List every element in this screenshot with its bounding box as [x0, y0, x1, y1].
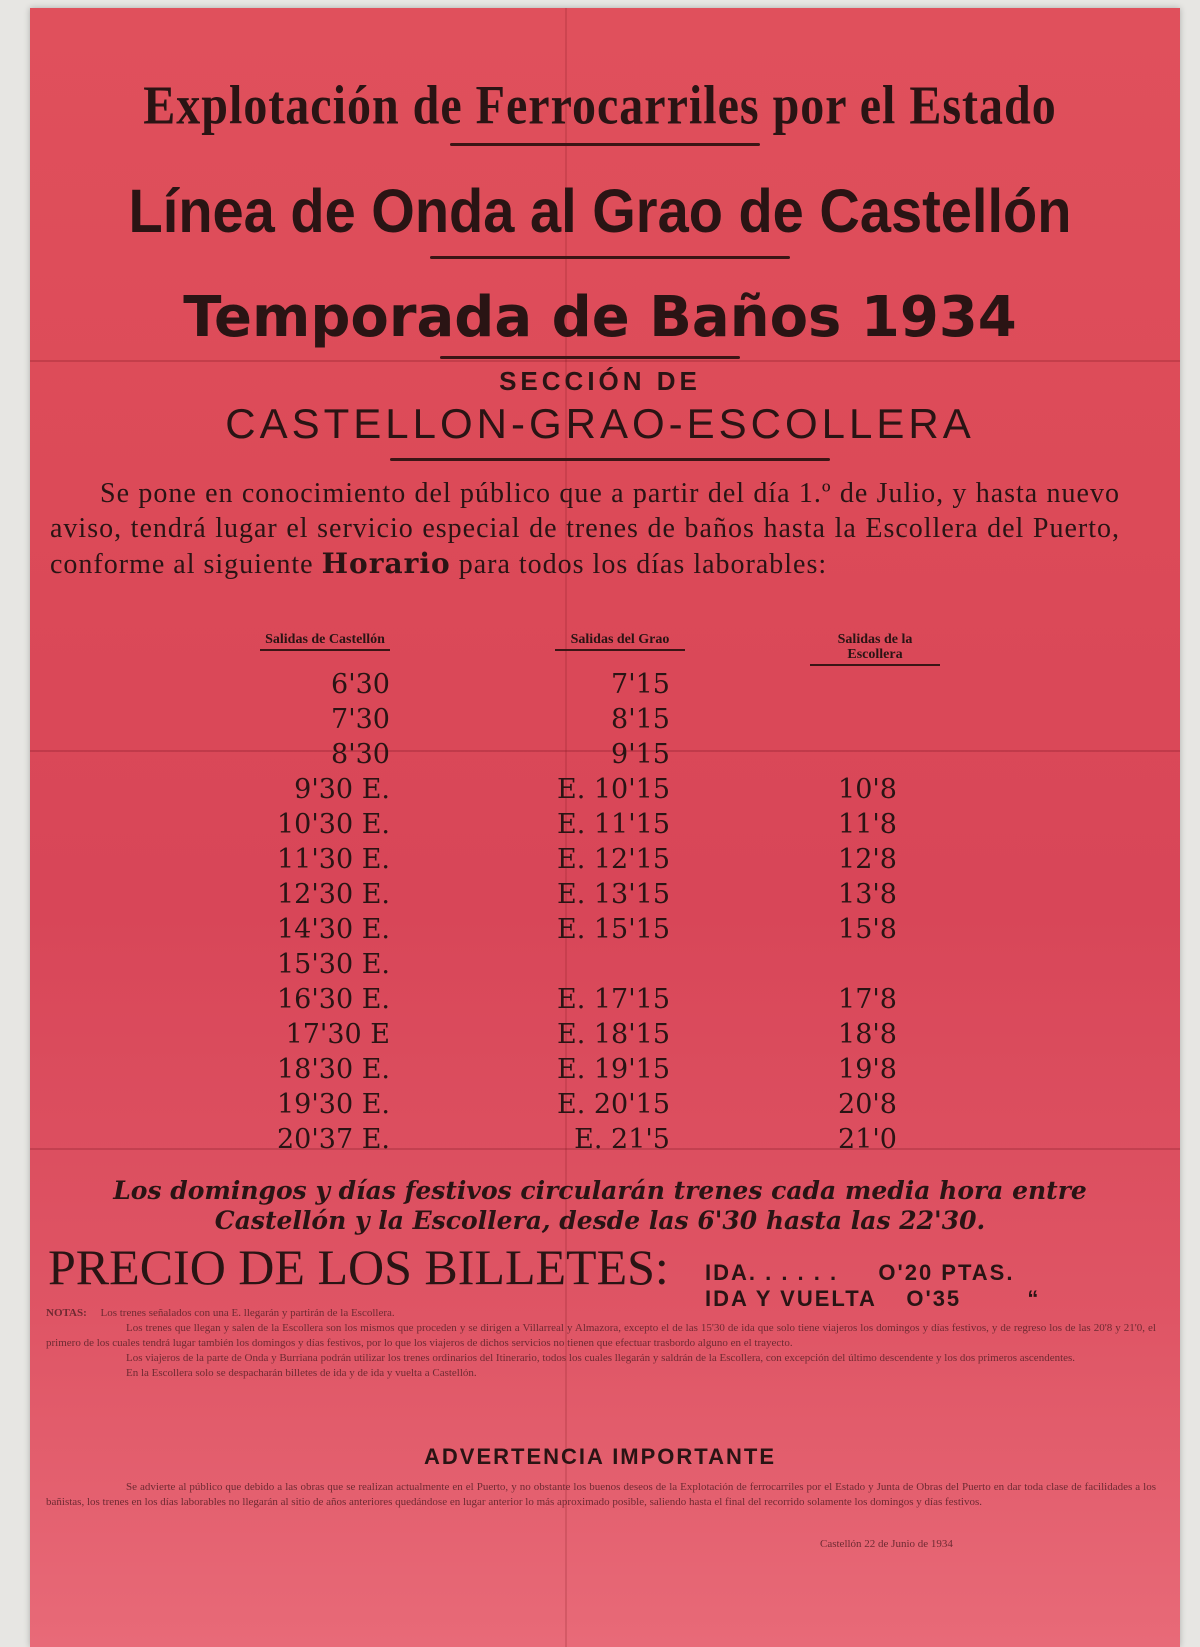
time-castellon: 7'30	[331, 704, 390, 735]
time-escollera: 12'8	[838, 844, 897, 875]
time-grao: E. 11'15	[556, 809, 670, 840]
time-escollera: 18'8	[838, 1019, 897, 1050]
time-castellon: 18'30 E.	[276, 1054, 390, 1085]
time-castellon: 11'30 E.	[276, 844, 390, 875]
time-grao: 8'15	[611, 704, 670, 735]
divider	[430, 256, 790, 259]
section-name: CASTELLON-GRAO-ESCOLLERA	[225, 400, 975, 447]
time-grao: E. 19'15	[556, 1054, 670, 1085]
intro-text: Se pone en conocimiento del público que a partir del día 1.º de Julio, y hasta nuevo aviso, tendrá lugar el servicio especial de trenes de baños hasta la Escollera del Puerto, conforme al siguiente	[50, 478, 1120, 580]
price-vuelta-value: O'35	[906, 1286, 962, 1311]
price-ida	[705, 1260, 1014, 1286]
signature: Castellón 22 de Junio de 1934	[820, 1538, 953, 1550]
notes-label: NOTAS:	[46, 1307, 87, 1319]
price-vuelta-label: IDA Y VUELTA	[705, 1286, 877, 1311]
price-vuelta-unit: “	[1027, 1286, 1041, 1311]
time-castellon: 14'30 E.	[276, 914, 390, 945]
notes	[46, 1306, 1156, 1381]
time-castellon: 9'30 E.	[294, 774, 390, 805]
time-escollera: 21'0	[838, 1124, 897, 1155]
time-escollera: 20'8	[838, 1089, 897, 1120]
time-escollera: 11'8	[838, 809, 897, 840]
divider	[450, 143, 760, 146]
note-item: Los trenes señalados con una E. llegarán y partirán de la Escollera.	[100, 1307, 395, 1319]
time-grao: E. 12'15	[556, 844, 670, 875]
column-header-escollera: Salidas de la Escollera	[810, 632, 940, 666]
price-label: PRECIO DE LOS BILLETES:	[48, 1239, 669, 1295]
title-line-1: Explotación de Ferrocarriles por el Estado	[143, 75, 1057, 136]
time-grao: E. 21'5	[574, 1124, 670, 1155]
note-item: Los viajeros de la parte de Onda y Burriana podrán utilizar los trenes ordinarios del Itinerario, todos los cuales llegarán y saldrán de la Escollera, con excepción del último descendente y los dos primeros ascendentes.	[126, 1352, 1076, 1364]
time-grao: E. 20'15	[556, 1089, 670, 1120]
time-castellon: 12'30 E.	[276, 879, 390, 910]
title-line-3: Temporada de Baños 1934	[183, 285, 1017, 350]
divider	[390, 458, 830, 461]
time-castellon: 10'30 E.	[276, 809, 390, 840]
warning-title: ADVERTENCIA IMPORTANTE	[424, 1444, 776, 1469]
note-item: En la Escollera solo se despacharán billetes de ida y de ida y vuelta a Castellón.	[126, 1367, 477, 1379]
time-grao: E. 15'15	[556, 914, 670, 945]
time-castellon: 19'30 E.	[276, 1089, 390, 1120]
time-castellon: 20'37 E.	[276, 1124, 390, 1155]
warning-text: Se advierte al público que debido a las obras que se realizan actualmente en el Puerto, y no obstante los buenos deseos de la Explotación de ferrocarriles por el Estado y Junta de Obras del Puerto en dar toda clase de facilidades a los bañistas, los trenes en los días laborables no llegarán al sitio de años anteriores quedándose en lugar anterior lo más aproximado posible, saliendo hasta el final del recorrido solamente los domingos y días festivos.	[46, 1481, 1156, 1508]
sunday-service-note: Los domingos y días festivos circularán trenes cada media hora entre Castellón y la Escollera, desde las 6'30 hasta las 22'30.	[113, 1176, 1087, 1235]
time-escollera: 19'8	[838, 1054, 897, 1085]
price-ida-label: IDA. . . . . .	[705, 1260, 839, 1285]
section-label: SECCIÓN DE	[499, 366, 701, 396]
time-escollera: 17'8	[838, 984, 897, 1015]
time-castellon: 15'30 E.	[276, 949, 390, 980]
time-grao: E. 13'15	[556, 879, 670, 910]
time-grao: 9'15	[611, 739, 670, 770]
time-escollera: 13'8	[838, 879, 897, 910]
fold-line	[30, 360, 1180, 362]
time-escollera: 10'8	[838, 774, 897, 805]
time-castellon: 17'30 E	[285, 1019, 390, 1050]
column-header-castellon: Salidas de Castellón	[260, 632, 390, 651]
time-castellon: 16'30 E.	[276, 984, 390, 1015]
price-ida-value: O'20 PTAS.	[878, 1260, 1015, 1285]
intro-paragraph	[50, 476, 1120, 582]
divider	[440, 356, 740, 359]
time-grao: E. 17'15	[556, 984, 670, 1015]
time-castellon: 8'30	[331, 739, 390, 770]
note-item: Los trenes que llegan y salen de la Escollera son los mismos que proceden y se dirigen a Villarreal y Almazora, excepto el de las 15'30 de ida que solo tiene viajeros los domingos y días festivos, y de regreso los de las 20'8 y 21'0, el primero de los cuales tendrá lugar también los domingos y días festivos, por lo que los viajeros de dichos servicios no tienen que efectuar trasbordo alguno en el trayecto.	[46, 1322, 1156, 1349]
intro-text-end: para todos los días laborables:	[458, 549, 828, 580]
time-escollera: 15'8	[838, 914, 897, 945]
intro-bold-word: Horario	[321, 547, 451, 580]
column-header-grao: Salidas del Grao	[555, 632, 685, 651]
time-grao: E. 18'15	[556, 1019, 670, 1050]
time-grao: 7'15	[611, 669, 670, 700]
time-grao: E. 10'15	[556, 774, 670, 805]
title-line-2: Línea de Onda al Grao de Castellón	[128, 175, 1072, 246]
time-castellon: 6'30	[331, 669, 390, 700]
